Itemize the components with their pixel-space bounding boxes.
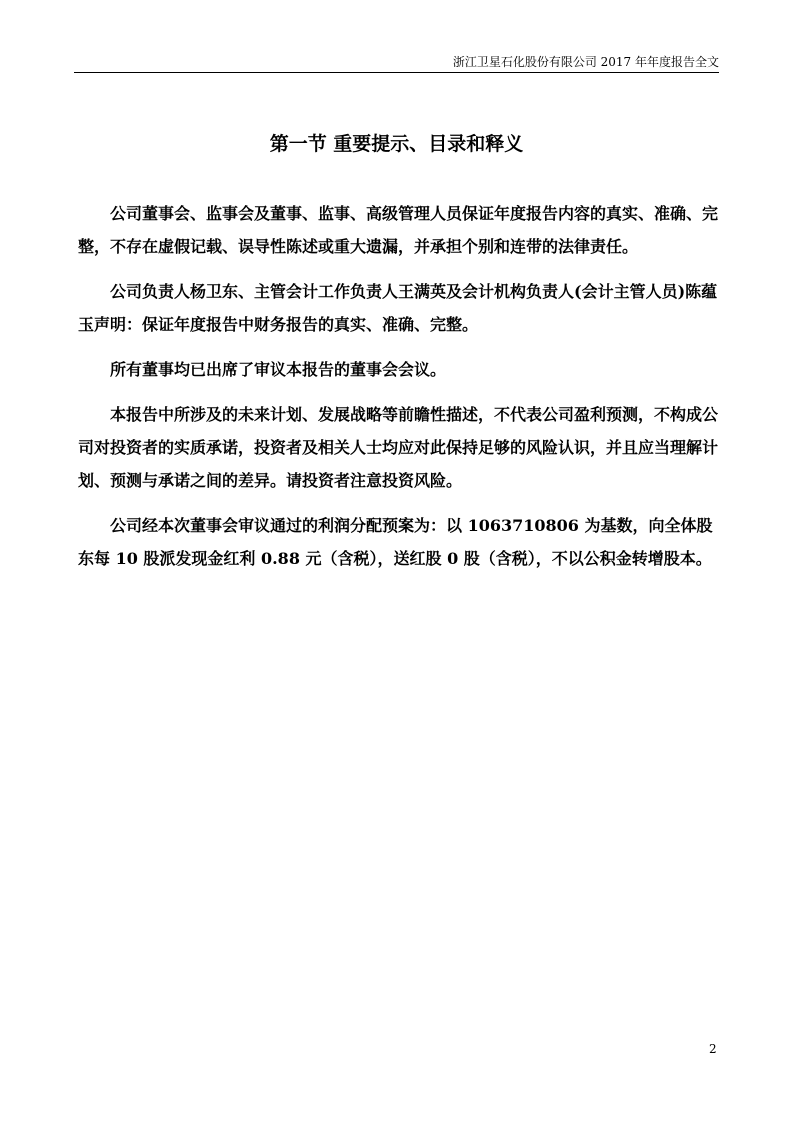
section-title: 第一节 重要提示、目录和释义 (269, 133, 524, 155)
page-number: 2 (709, 1042, 717, 1056)
page-header (74, 52, 719, 73)
paragraph-profit-distribution: 公司经本次董事会审议通过的利润分配预案为：以 1063710806 为基数，向全体股东每 10 股派发现金红利 0.88 元（含税），送红股 0 股（含税），不以公积金转增股本。 (78, 516, 713, 568)
paragraph-executive-declaration: 公司负责人杨卫东、主管会计工作负责人王满英及会计机构负责人(会计主管人员)陈蕴玉声明：保证年度报告中财务报告的真实、准确、完整。 (78, 282, 718, 334)
header-title: 浙江卫星石化股份有限公司 2017 年年度报告全文 (452, 55, 719, 69)
document-body (78, 197, 718, 587)
paragraph-board-guarantee: 公司董事会、监事会及董事、监事、高级管理人员保证年度报告内容的真实、准确、完整，不存在虚假记载、误导性陈述或重大遗漏，并承担个别和连带的法律责任。 (78, 204, 719, 256)
paragraph-director-attendance: 所有董事均已出席了审议本报告的董事会会议。 (110, 360, 447, 379)
paragraph-forward-looking-disclaimer: 本报告中所涉及的未来计划、发展战略等前瞻性描述，不代表公司盈利预测，不构成公司对投资者的实质承诺，投资者及相关人士均应对此保持足够的风险认识，并且应当理解计划、预测与承诺之间的差异。请投资者注意投资风险。 (78, 405, 719, 490)
